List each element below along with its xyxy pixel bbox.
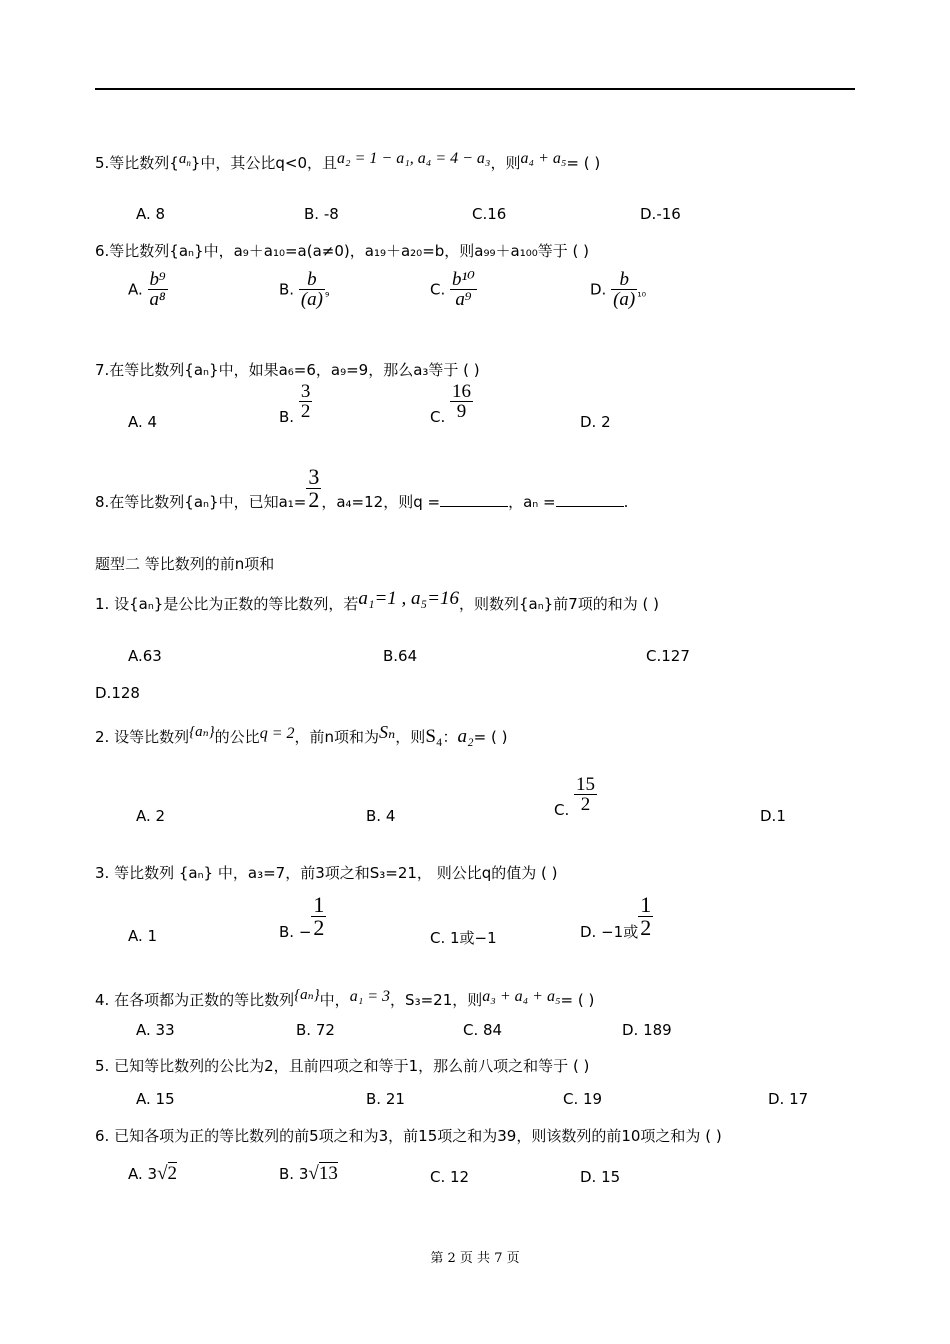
q7-c-den: 9 [456,401,467,422]
p4-stem [95,985,594,1010]
q8-den: 2 [308,487,320,512]
q6-b-label: B. [279,280,295,299]
p4-stem-a: 4. 在各项都为正数的等比数列 [95,991,295,1009]
q7-c-num: 16 [452,381,472,402]
p6-option-c: C. 12 [430,1168,470,1186]
p5-option-c: C. 19 [563,1090,603,1108]
p6-stem: 6. 已知各项为正的等比数列的前5项之和为3，前15项之和为39，则该数列的前10项之和为 ( ) [95,1127,722,1145]
p6-b-radicand: 13 [318,1163,338,1184]
q6-c-den: a⁹ [455,289,472,310]
p6-option-d: D. 15 [580,1168,621,1186]
p2-c-num: 15 [576,774,596,795]
q6-d-num: b [611,270,637,290]
q6-c-fraction [450,270,477,309]
p2-option-a: A. 2 [136,807,166,825]
q6-a-num: b⁹ [149,269,166,290]
q7-option-b [279,382,312,426]
p3-stem: 3. 等比数列 {aₙ} 中，a₃=7，前3项之和S₃=21， 则公比q的值为 ( ) [95,864,558,882]
q8-blank-q[interactable] [440,506,508,507]
q7-b-den: 2 [300,401,311,422]
q8-stem-b: ，a₄=12，则q = [321,493,441,511]
q7-option-c [430,382,473,426]
p2-option-c [554,775,597,819]
q7-stem: 7.在等比数列{aₙ}中，如果a₆=6，a₉=9，那么a₃等于 ( ) [95,361,480,379]
p2-sum: Sₙ [379,722,396,742]
p2-stem [95,722,507,748]
q5-stem-b: }中，其公比q<0，且 [190,154,338,172]
p2-s4: S₄ [425,726,443,747]
q6-c-num: b¹⁰ [452,269,475,290]
q8-stem-c: ，aₙ = [508,493,556,511]
q6-option-c [430,270,477,309]
p2-c-label: C. [554,801,570,819]
q6-stem: 6.等比数列{aₙ}中，a₉＋a₁₀=a(a≠0)，a₁₉＋a₂₀=b，则a₉₉＋a₁₀₀等于 ( ) [95,242,589,260]
p3-d-label: D. −1或 [580,923,639,941]
q6-a-fraction [148,270,168,309]
p4-option-d: D. 189 [622,1021,672,1039]
q6-option-b [279,270,329,309]
q5-stem [95,150,600,173]
p3-option-c: C. 1或−1 [430,929,497,947]
p2-seq: {aₙ} [189,724,215,740]
q8-num: 3 [308,464,320,489]
p4-stem-c: ，S₃=21，则 [390,991,483,1009]
q8-fraction [306,466,321,511]
p6-option-a [128,1163,177,1185]
p4-option-a: A. 33 [136,1021,175,1039]
p3-option-d [580,894,653,942]
q5-option-a: A. 8 [136,205,166,223]
p2-stem-f: = ( ) [473,728,508,746]
page-footer: 第 2 页 共 7 页 [430,1251,520,1266]
p2-stem-e: ： [442,728,458,746]
p2-a2: a₂ [457,726,474,747]
q6-c-label: C. [430,280,446,299]
p1-stem-b: ，则数列{aₙ}前7项的和为 ( ) [458,595,659,613]
p2-ratio: q = 2 [259,725,295,742]
p4-option-c: C. 84 [463,1021,503,1039]
p1-option-c: C.127 [646,647,690,665]
p1-condition: a₁=1 , a₅=16 [358,588,459,609]
p3-b-num: 1 [313,892,325,917]
p6-option-b [279,1163,338,1185]
p2-stem-d: ，则 [395,728,426,746]
p5-option-b: B. 21 [366,1090,405,1108]
p5-option-a: A. 15 [136,1090,175,1108]
q7-c-fraction [450,382,473,421]
q5-option-d: D.-16 [640,205,681,223]
p3-option-a: A. 1 [128,927,158,945]
p4-ask: a₃ + a₄ + a₅ [482,988,561,1005]
p6-a-label: A. 3 [128,1165,158,1183]
q5-ask: a₄ + a₅ [520,150,567,167]
q6-option-a [128,270,168,309]
p4-seq: {aₙ} [294,987,320,1003]
q8-stem-d: . [623,493,629,511]
q6-d-fraction [611,270,637,309]
p3-b-den: 2 [313,915,325,940]
p5-stem: 5. 已知等比数列的公比为2，且前四项之和等于1，那么前八项之和等于 ( ) [95,1057,590,1075]
q5-stem-a: 5.等比数列{ [95,154,179,172]
q5-stem-c: ，则 [490,154,521,172]
p4-option-b: B. 72 [296,1021,335,1039]
p5-option-d: D. 17 [768,1090,809,1108]
p2-stem-a: 2. 设等比数列 [95,728,190,746]
p3-option-b [279,894,326,941]
q6-b-fraction [299,270,325,309]
q5-cond-letter: a [337,150,346,167]
q5-seq-sub: n [186,158,191,168]
q6-b-den: (a) [300,289,323,310]
p1-option-d: D.128 [95,684,140,702]
q6-d-den: (a) [613,289,636,310]
p6-b-radical: √13 [308,1163,338,1184]
p1-stem [95,588,659,614]
q6-d-label: D. [590,280,607,299]
q8-stem-a: 8.在等比数列{aₙ}中，已知a₁= [95,493,307,511]
section-title: 题型二 等比数列的前n项和 [95,555,275,573]
q6-b-num: b [299,270,325,290]
p6-b-label: B. 3 [279,1165,309,1183]
q8-stem [95,466,628,512]
p1-option-a: A.63 [128,647,162,665]
q7-option-a: A. 4 [128,413,158,431]
q6-a-den: a⁸ [149,289,166,310]
p2-stem-b: 的公比 [214,728,260,746]
q5-option-b: B. -8 [304,205,339,223]
p3-b-fraction [311,894,326,939]
p2-c-fraction [574,775,597,814]
p3-b-label: B. − [279,923,312,941]
p3-d-den: 2 [640,915,652,940]
q5-seq-letter: a [178,151,187,167]
q7-b-fraction [299,382,313,421]
q7-b-num: 3 [300,381,311,402]
q6-d-exp: ¹⁰ [637,290,647,303]
p2-option-b: B. 4 [366,807,396,825]
q7-option-d: D. 2 [580,413,611,431]
q5-seq [179,151,191,167]
q6-a-label: A. [128,280,143,299]
p6-a-radical: √2 [157,1163,178,1184]
p6-a-radicand: 2 [167,1163,178,1184]
q7-b-label: B. [279,408,295,426]
p4-stem-d: = ( ) [560,991,595,1009]
q5-stem-d: = ( ) [566,154,601,172]
p4-stem-b: 中， [319,991,350,1009]
p3-d-num: 1 [640,892,652,917]
q7-c-label: C. [430,408,446,426]
header-rule [95,88,855,90]
p3-d-fraction [638,894,653,939]
q5-cond-text: ₂ = 1 − a₁, a₄ = 4 − a₃ [345,150,491,167]
p4-condition: a₁ = 3 [349,988,391,1005]
p1-option-b: B.64 [383,647,418,665]
q8-blank-an[interactable] [556,506,624,507]
q6-b-exp: ⁹ [325,290,330,303]
p2-option-d: D.1 [760,807,786,825]
p2-stem-c: ，前n项和为 [294,728,379,746]
q5-option-c: C.16 [472,205,507,223]
q6-option-d [590,270,646,309]
q5-condition [337,150,490,167]
p2-c-den: 2 [580,794,591,815]
p1-stem-a: 1. 设{aₙ}是公比为正数的等比数列，若 [95,595,359,613]
